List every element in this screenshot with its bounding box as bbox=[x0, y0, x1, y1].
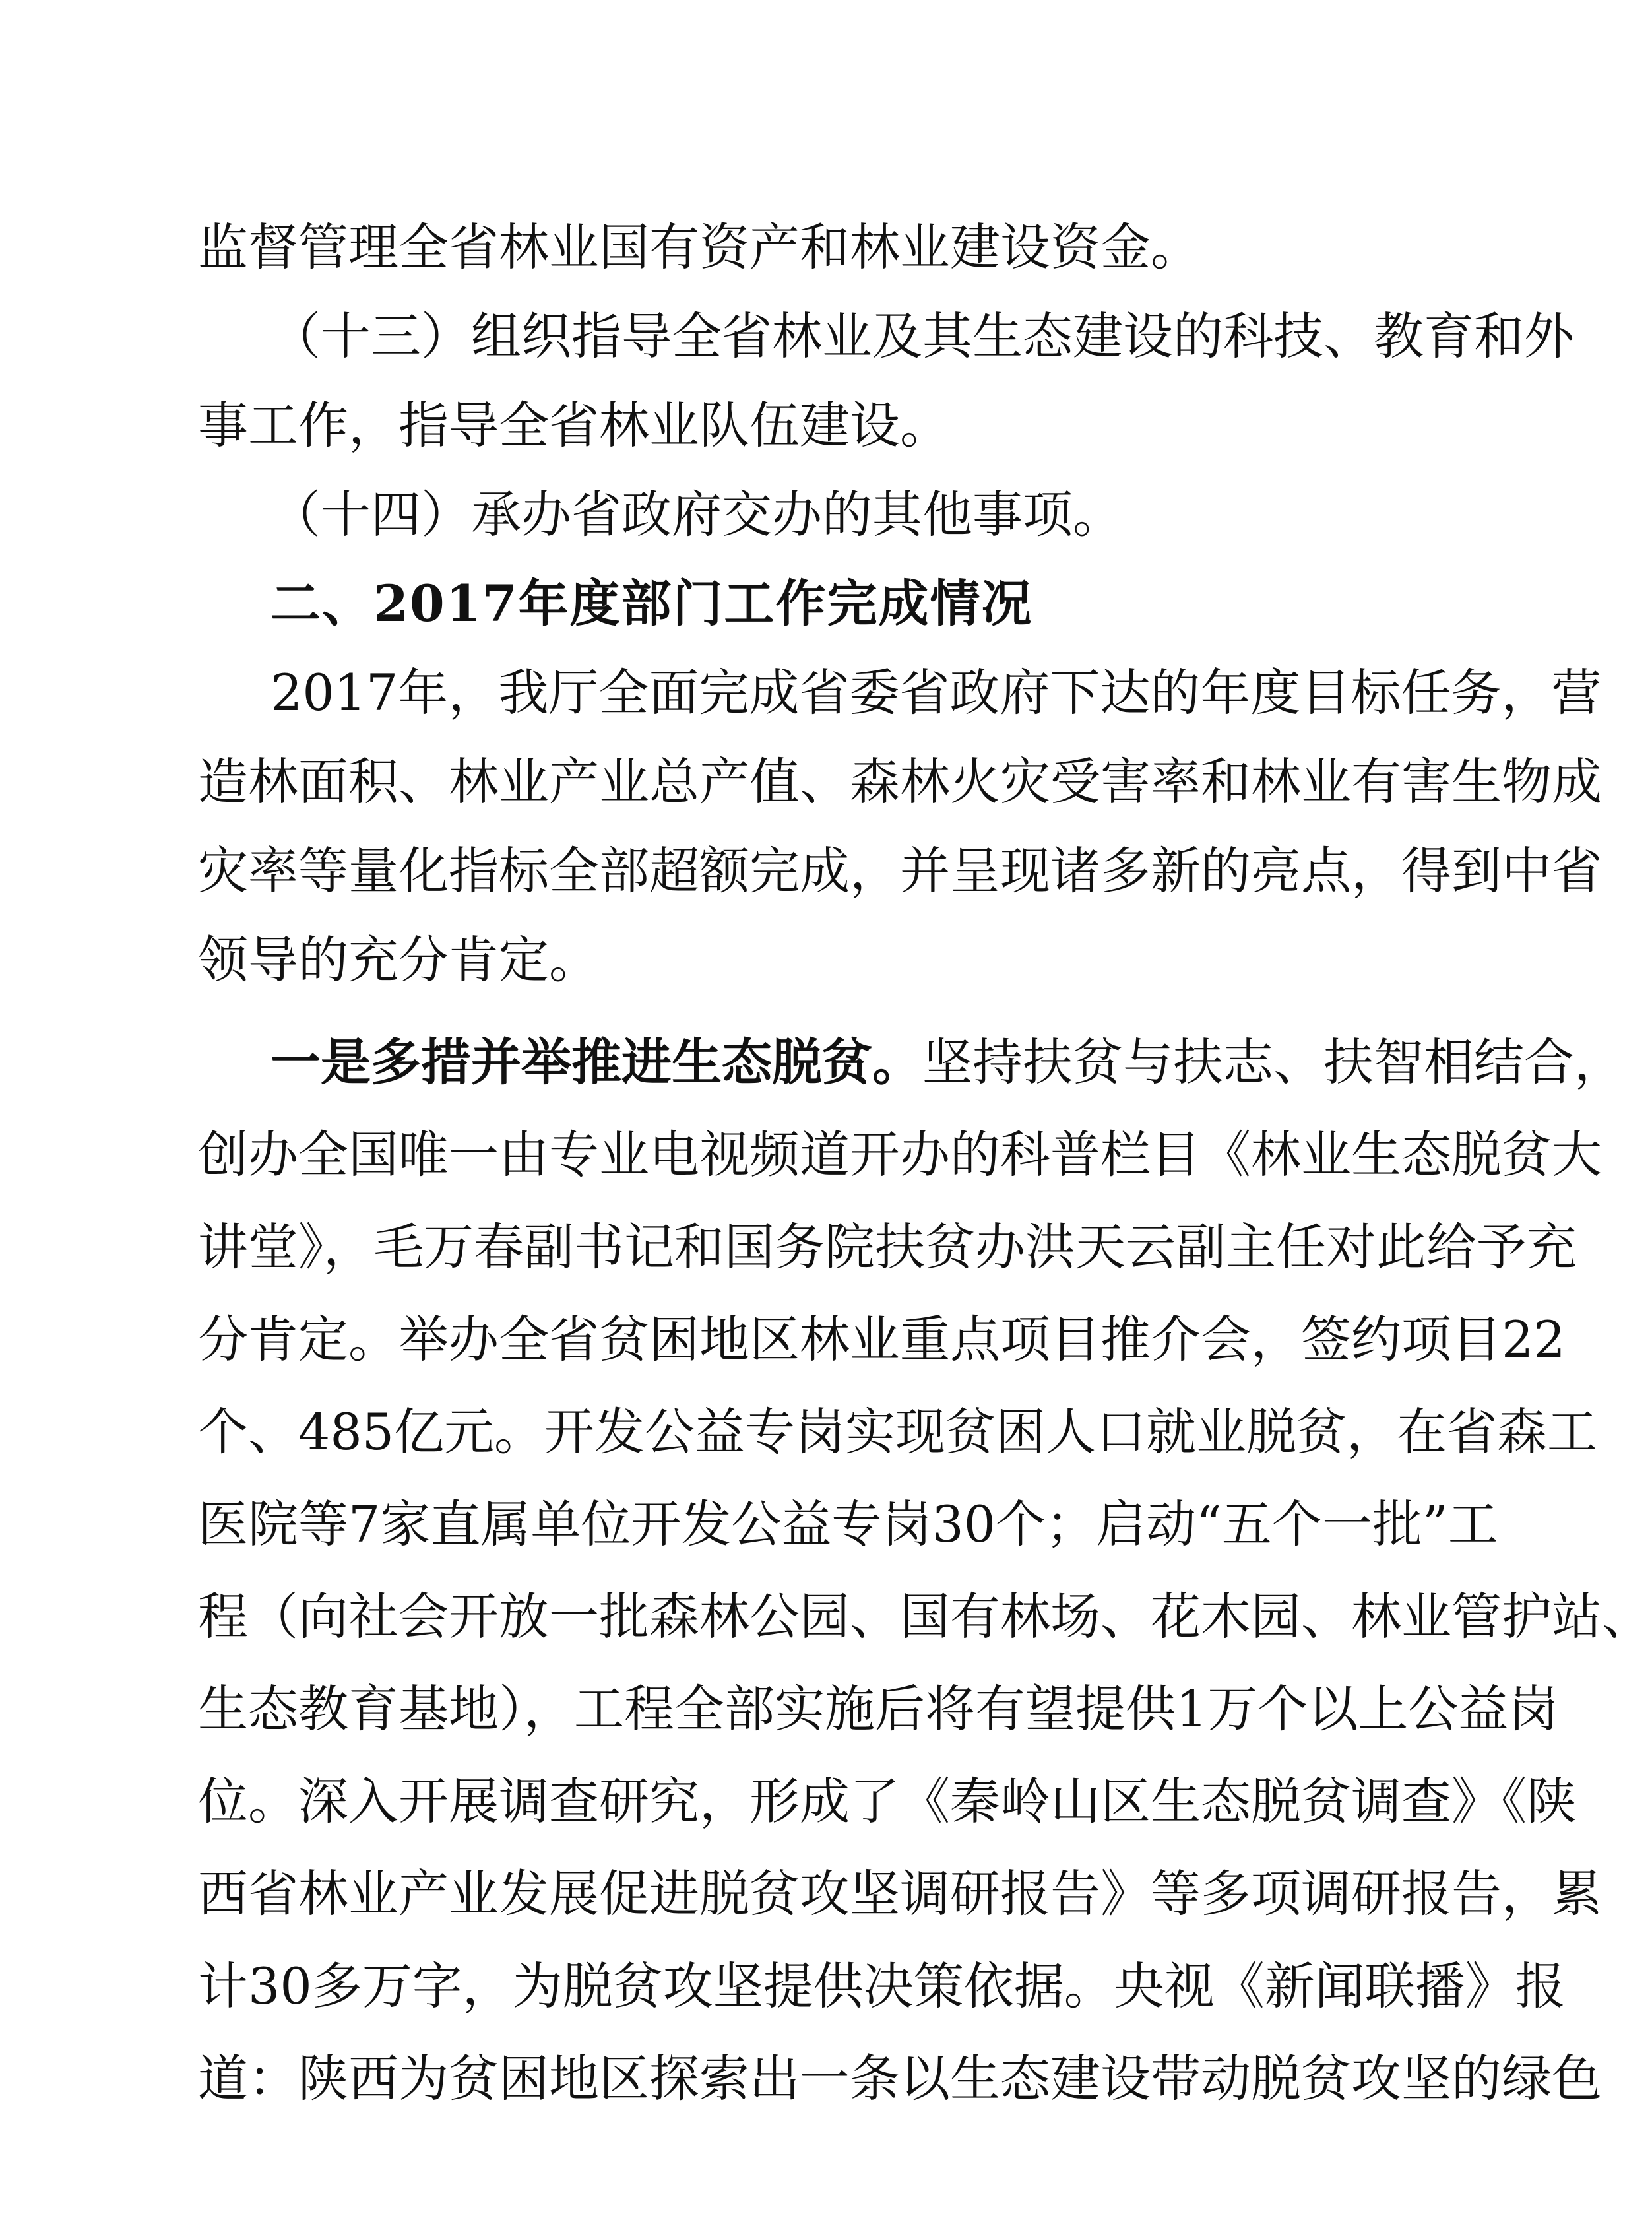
paragraph-line: 事工作，指导全省林业队伍建设。 bbox=[198, 396, 950, 455]
paragraph-line: 位。深入开展调查研究，形成了《秦岭山区生态脱贫调查》《陕 bbox=[198, 1772, 1577, 1831]
paragraph-line: 个、485亿元。开发公益专岗实现贫困人口就业脱贫，在省森工 bbox=[198, 1402, 1598, 1461]
paragraph-line: 程（向社会开放一批森林公园、国有林场、花木园、林业管护站、 bbox=[198, 1587, 1652, 1646]
paragraph-line: 医院等7家直属单位开发公益专岗30个；启动“五个一批”工 bbox=[198, 1495, 1498, 1553]
paragraph-line: 道：陕西为贫困地区探索出一条以生态建设带动脱贫攻坚的绿色 bbox=[198, 2049, 1602, 2108]
section-heading: 二、2017年度部门工作完成情况 bbox=[270, 574, 1033, 633]
paragraph-line: （十三）组织指导全省林业及其生态建设的科技、教育和外 bbox=[270, 307, 1574, 366]
paragraph-line: 计30多万字，为脱贫攻坚提供决策依据。央视《新闻联播》报 bbox=[198, 1957, 1566, 2015]
paragraph-line: 领导的充分肯定。 bbox=[198, 931, 599, 989]
paragraph-line: 生态教育基地），工程全部实施后将有望提供1万个以上公益岗 bbox=[198, 1680, 1559, 1738]
paragraph-line: 灾率等量化指标全部超额完成，并呈现诸多新的亮点，得到中省 bbox=[198, 841, 1602, 900]
paragraph-line: 造林面积、林业产业总产值、森林火灾受害率和林业有害生物成 bbox=[198, 752, 1602, 811]
paragraph-line bbox=[270, 1020, 1624, 1105]
paragraph-line: 讲堂》，毛万春副书记和国务院扶贫办洪天云副主任对此给予充 bbox=[198, 1218, 1577, 1276]
paragraph-line: 2017年，我厅全面完成省委省政府下达的年度目标任务，营 bbox=[270, 663, 1602, 722]
paragraph-line: 监督管理全省林业国有资产和林业建设资金。 bbox=[198, 218, 1201, 277]
paragraph-line: 西省林业产业发展促进脱贫攻坚调研报告》等多项调研报告，累 bbox=[198, 1864, 1602, 1923]
paragraph-text: 坚持扶贫与扶志、扶智相结合， bbox=[922, 1033, 1624, 1092]
paragraph-line: 分肯定。举办全省贫困地区林业重点项目推介会，签约项目22 bbox=[198, 1310, 1566, 1369]
paragraph-line: 创办全国唯一由专业电视频道开办的科普栏目《林业生态脱贫大 bbox=[198, 1125, 1602, 1184]
paragraph-lead: 一是多措并举推进生态脱贫。 bbox=[270, 1033, 922, 1092]
paragraph-line: （十四）承办省政府交办的其他事项。 bbox=[270, 485, 1123, 544]
